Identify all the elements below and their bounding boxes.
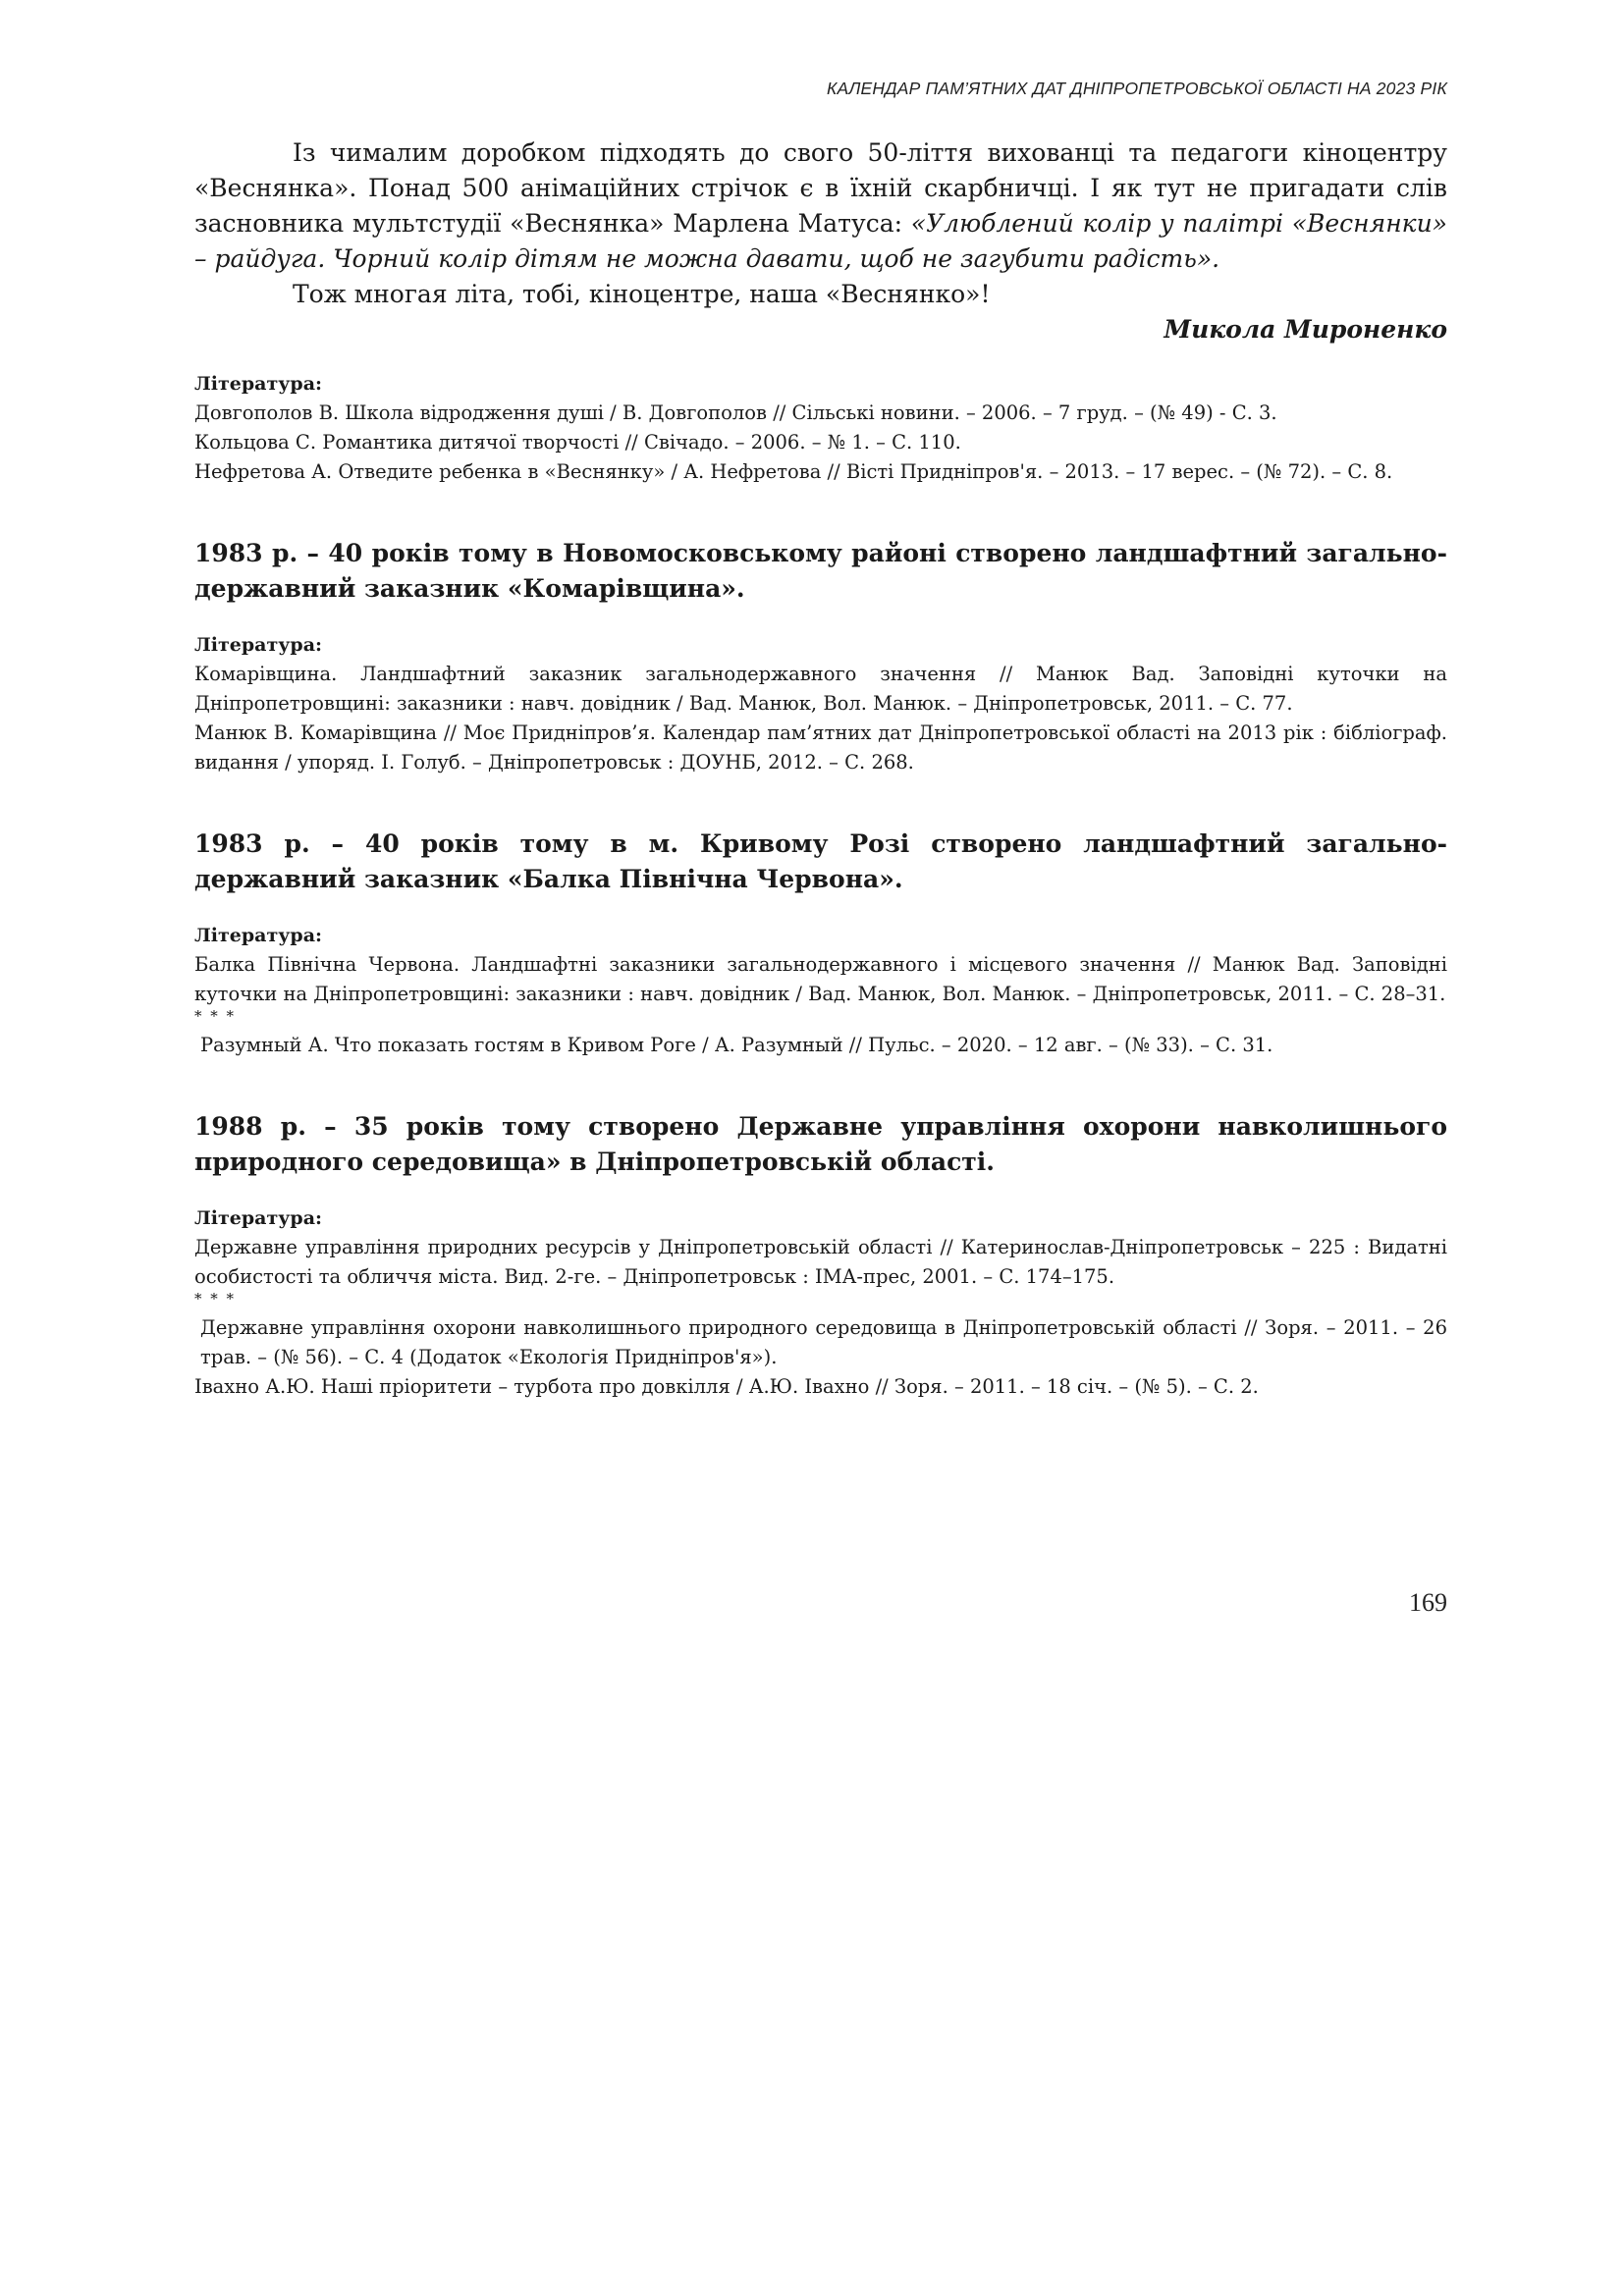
separator-stars: * * * bbox=[194, 1290, 237, 1308]
literature-ref: Балка Північна Червона. Ландшафтні заказники загальнодержавного і місцевого значення // Манюк Вад. Заповідні куточки на Дніпропетровщині: заказники : навч. довідник / Вад. Манюк, Вол. Манюк. – Дніпропетровськ, 2011. – С. 28–31. bbox=[194, 953, 1447, 1005]
intro-paragraph bbox=[194, 135, 1447, 277]
literature-block-3 bbox=[194, 1203, 1447, 1402]
wishes-paragraph: Тож многая літа, тобі, кіноцентре, наша «Веснянко»! bbox=[293, 280, 991, 308]
literature-ref: Державне управління природних ресурсів у Дніпропетровській області // Катеринослав-Дніпропетровськ – 225 : Видатні особистості та обличчя міста. Вид. 2-ге. – Дніпропетровськ : ІМА-прес, 2001. – С. 174–175. bbox=[194, 1236, 1447, 1288]
literature-ref: Івахно А.Ю. Наші пріоритети – турбота про довкілля / А.Ю. Івахно // Зоря. – 2011. – 18 січ. – (№ 5). – С. 2. bbox=[194, 1375, 1259, 1398]
literature-block-0 bbox=[194, 369, 1447, 487]
section-heading: 1983 р. – 40 років тому в Новомосковському районі створено ландшафтний загально-державний заказник «Комарівщина». bbox=[194, 539, 1447, 603]
literature-ref: Комарівщина. Ландшафтний заказник загальнодержавного значення // Манюк Вад. Заповідні куточки на Дніпропетровщині: заказники : навч. довідник / Вад. Манюк, Вол. Манюк. – Дніпропетровськ, 2011. – С. 77. bbox=[194, 663, 1447, 715]
literature-ref: Державне управління охорони навколишнього природного середовища в Дніпропетровській області // Зоря. – 2011. – 26 трав. – (№ 56). – С. 4 (Додаток «Екологія Придніпров'я»). bbox=[200, 1316, 1447, 1368]
literature-ref: Манюк В. Комарівщина // Моє Придніпров’я. Календар пам’ятних дат Дніпропетровської області на 2013 рік : бібліограф. видання / упоряд. І. Голуб. – Дніпропетровськ : ДОУНБ, 2012. – С. 268. bbox=[194, 721, 1447, 774]
section-upravlinnia bbox=[194, 1109, 1447, 1402]
literature-ref: Кольцова С. Романтика дитячої творчості // Свічадо. – 2006. – № 1. – С. 110. bbox=[194, 431, 961, 454]
literature-ref: Довгополов В. Школа відродження душі / В. Довгополов // Сільські новини. – 2006. – 7 груд. – (№ 49) - С. 3. bbox=[194, 401, 1277, 424]
separator-stars: * * * bbox=[194, 1007, 237, 1025]
article-author: Микола Мироненко bbox=[1164, 315, 1447, 344]
literature-ref: Разумный А. Что показать гостям в Кривом Роге / А. Разумный // Пульс. – 2020. – 12 авг. – (№ 33). – С. 31. bbox=[200, 1034, 1273, 1056]
page-content bbox=[194, 135, 1447, 1402]
running-header: КАЛЕНДАР ПАМ’ЯТНИХ ДАТ ДНІПРОПЕТРОВСЬКОЇ ОБЛАСТІ НА 2023 РІК bbox=[826, 79, 1447, 98]
literature-ref: Нефретова А. Отведите ребенка в «Веснянку» / А. Нефретова // Вісті Придніпров'я. – 2013. – 17 верес. – (№ 72). – С. 8. bbox=[194, 460, 1393, 483]
literature-label: Література: bbox=[194, 1207, 323, 1229]
section-heading: 1983 р. – 40 років тому в м. Кривому Розі створено ландшафтний загально-державний заказник «Балка Північна Червона». bbox=[194, 829, 1447, 893]
literature-label: Література: bbox=[194, 925, 323, 946]
literature-label: Література: bbox=[194, 373, 323, 395]
literature-block-1 bbox=[194, 630, 1447, 777]
section-heading: 1988 р. – 35 років тому створено Державне управління охорони навколишнього природного середовища» в Дніпропетровській області. bbox=[194, 1112, 1447, 1176]
intro-paragraph-text: Із чималим доробком підходять до свого 50-ліття вихованці та педагоги кіноцентру «Веснянка». Понад 500 анімаційних стрічок є в їхній скарбничці. І як тут не пригадати слів засновника мультстудії «Веснянка» Марлена Матуса: bbox=[194, 138, 1447, 238]
literature-label: Література: bbox=[194, 634, 323, 656]
literature-block-2 bbox=[194, 921, 1447, 1060]
closing-article-text bbox=[194, 135, 1447, 312]
section-komarivshchyna bbox=[194, 536, 1447, 777]
founder-quote: «Улюблений колір у палітрі «Веснянки» – райдуга. Чорний колір дітям не можна давати, щоб не загубити радість». bbox=[194, 209, 1447, 273]
section-balka bbox=[194, 827, 1447, 1060]
page-number: 169 bbox=[1409, 1588, 1447, 1617]
